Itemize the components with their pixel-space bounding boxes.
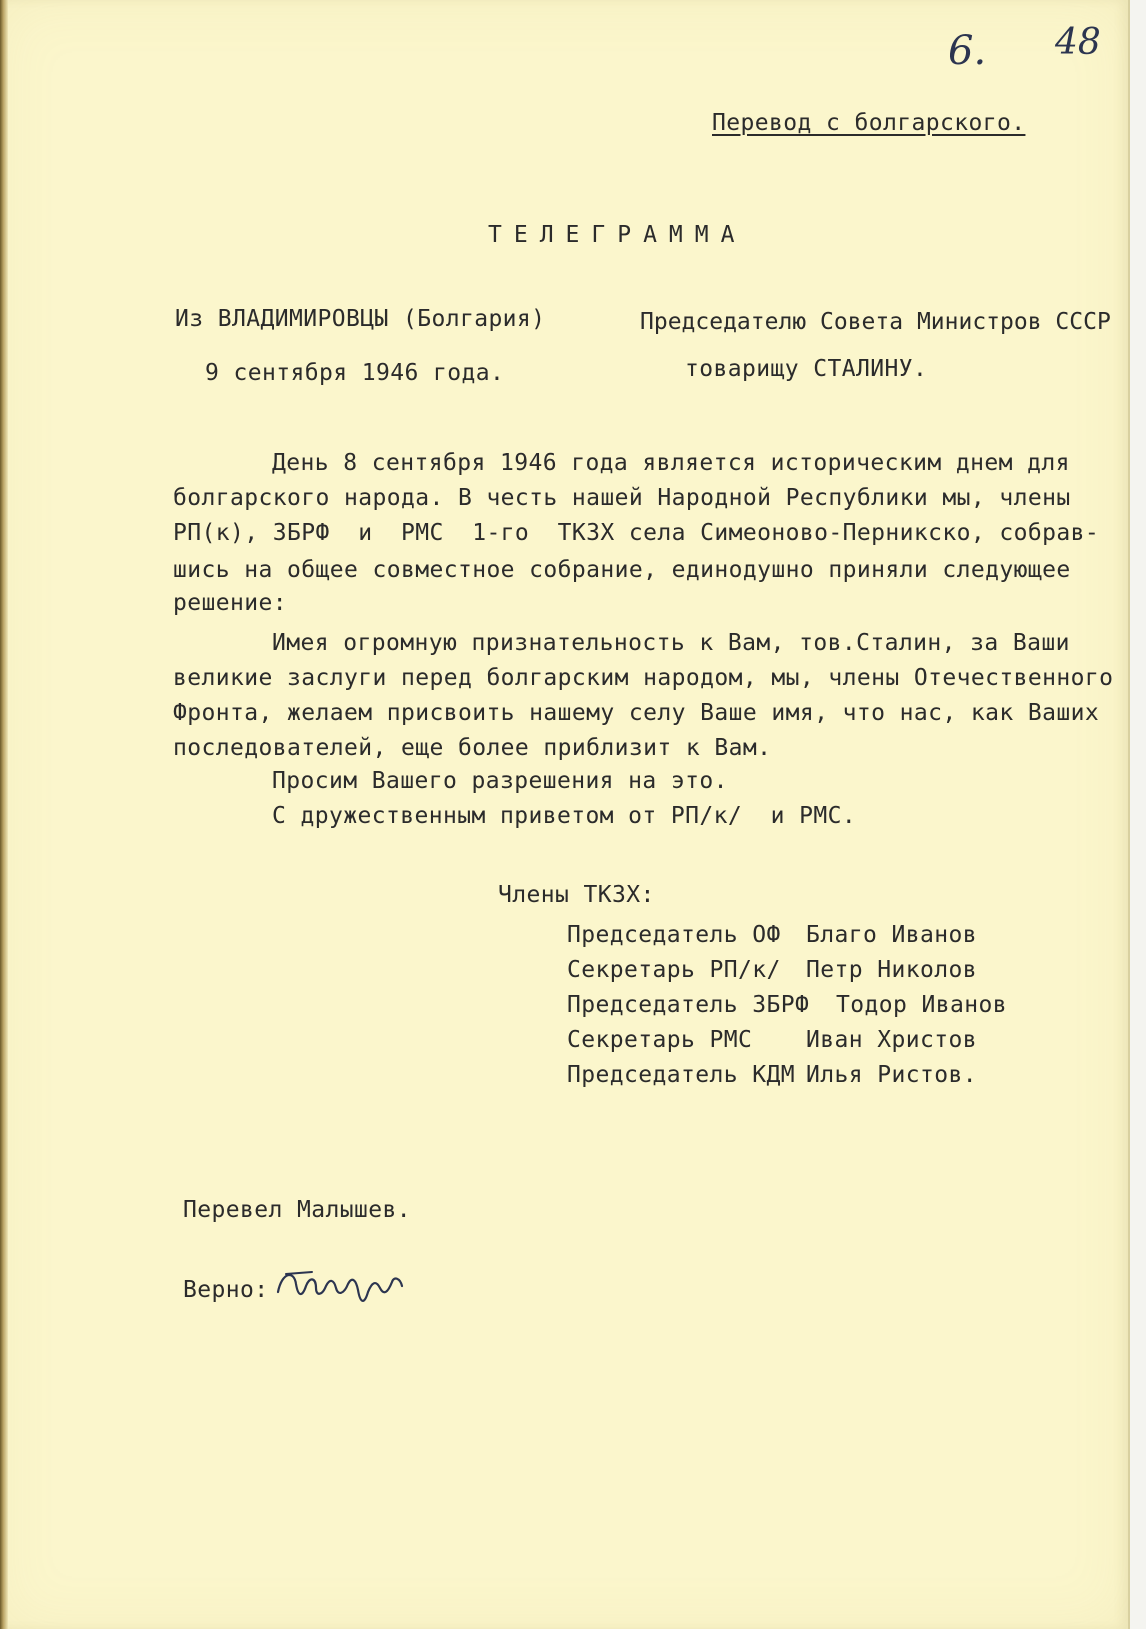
member-name-3: Тодор Иванов: [836, 992, 1007, 1018]
document-title: ТЕЛЕГРАММА: [488, 222, 747, 248]
member-name-5: Илья Ристов.: [806, 1062, 977, 1088]
body-line-9: последователей, еще более приблизит к Вам.: [173, 735, 772, 761]
body-line-4: шись на общее совместное собрание, единодушно приняли следующее: [173, 557, 1071, 583]
body-line-5: решение:: [173, 590, 287, 616]
translator-note: Перевел Малышев.: [183, 1197, 411, 1223]
body-line-1: День 8 сентября 1946 года является историческим днем для: [272, 450, 1070, 476]
body-line-3: РП(к), ЗБРФ и РМС 1-го ТКЗХ села Симеоново-Перникско, собрав-: [173, 520, 1100, 546]
archive-number-first: 6.: [948, 28, 987, 74]
body-line-8: Фронта, желаем присвоить нашему селу Ваше имя, что нас, как Ваших: [173, 700, 1100, 726]
sender-location: Из ВЛАДИМИРОВЦЫ (Болгария): [175, 306, 546, 332]
header-note: Перевод с болгарского.: [712, 110, 1026, 136]
body-line-11: С дружественным приветом от РП/к/ и РМС.: [272, 803, 857, 829]
member-name-2: Петр Николов: [806, 957, 977, 983]
addressee-name: товарищу СТАЛИНУ.: [685, 356, 928, 382]
member-role-5: Председатель КДМ: [567, 1062, 795, 1088]
scan-margin: [1130, 0, 1146, 1629]
sender-date: 9 сентября 1946 года.: [205, 360, 505, 386]
member-name-1: Благо Иванов: [806, 922, 977, 948]
member-role-3: Председатель ЗБРФ: [567, 992, 810, 1018]
body-line-10: Просим Вашего разрешения на это.: [272, 768, 728, 794]
signature-scribble: [272, 1262, 412, 1312]
body-line-7: великие заслуги перед болгарским народом, мы, члены Отечественного: [173, 665, 1114, 691]
verified-label: Верно:: [183, 1277, 269, 1303]
member-name-4: Иван Христов: [806, 1027, 977, 1053]
body-line-6: Имея огромную признательность к Вам, тов.Сталин, за Ваши: [272, 630, 1070, 656]
archive-number-second: 48: [1055, 22, 1101, 63]
body-line-2: болгарского народа. В честь нашей Народной Республики мы, члены: [173, 485, 1071, 511]
member-role-1: Председатель ОФ: [567, 922, 781, 948]
addressee-title: Председателю Совета Министров СССР: [640, 309, 1111, 335]
binding-edge: [0, 0, 8, 1629]
signatories-heading: Члены ТКЗХ:: [498, 882, 655, 908]
member-role-2: Секретарь РП/к/: [567, 957, 781, 983]
member-role-4: Секретарь РМС: [567, 1027, 753, 1053]
